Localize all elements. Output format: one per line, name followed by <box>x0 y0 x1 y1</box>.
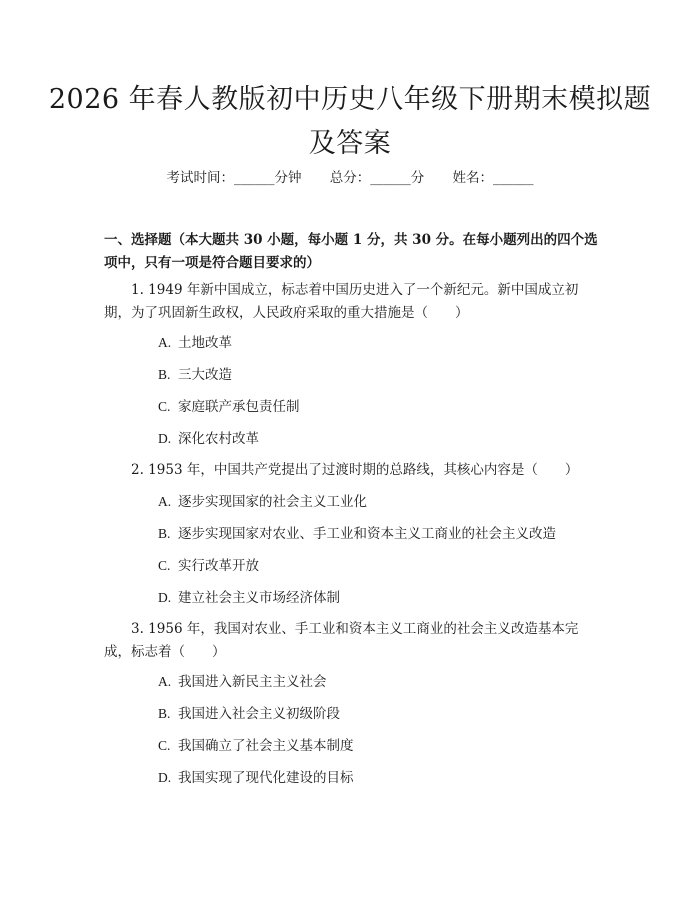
option-text: 逐步实现国家的社会主义工业化 <box>178 494 367 510</box>
option-letter: A. <box>158 674 172 689</box>
question-2-option-b <box>158 524 598 544</box>
option-letter: A. <box>158 335 172 350</box>
question-2-option-a <box>158 492 598 512</box>
option-text: 建立社会主义市场经济体制 <box>178 590 340 606</box>
option-letter: D. <box>158 431 172 446</box>
option-text: 逐步实现国家对农业、手工业和资本主义工商业的社会主义改造 <box>178 526 556 542</box>
question-1-option-c <box>158 397 598 417</box>
question-stem-2: 2. 1953 年，中国共产党提出了过渡时期的总路线，其核心内容是（ ） <box>131 462 579 478</box>
question-stem-3: 3. 1956 年，我国对农业、手工业和资本主义工商业的社会主义改造基本完成，标志着（ ） <box>104 621 579 660</box>
option-letter: C. <box>158 558 171 573</box>
option-letter: C. <box>158 738 171 753</box>
option-text: 实行改革开放 <box>178 558 259 574</box>
exam-name-field: 姓名：______ <box>452 170 534 186</box>
option-letter: D. <box>158 770 172 785</box>
option-text: 我国实现了现代化建设的目标 <box>178 770 354 786</box>
question-1-option-a <box>158 333 598 353</box>
question-1-option-d <box>158 429 598 449</box>
option-letter: B. <box>158 526 171 541</box>
question-1-option-b <box>158 365 598 385</box>
exam-score-field: 总分：______分 <box>329 170 425 186</box>
exam-title: 2026 年春人教版初中历史八年级下册期末模拟题及答案 <box>48 84 652 159</box>
option-text: 家庭联产承包责任制 <box>178 399 300 415</box>
question-stem-1: 1. 1949 年新中国成立，标志着中国历史进入了一个新纪元。新中国成立初期，为了巩固新生政权，人民政府采取的重大措施是（ ） <box>104 282 579 321</box>
option-text: 我国进入新民主主义社会 <box>178 674 327 690</box>
option-text: 我国确立了社会主义基本制度 <box>178 738 354 754</box>
option-letter: C. <box>158 399 171 414</box>
question-2-option-c <box>158 556 598 576</box>
option-text: 三大改造 <box>178 367 232 383</box>
option-letter: A. <box>158 494 172 509</box>
exam-time-field: 考试时间：______分钟 <box>166 170 302 186</box>
option-letter: D. <box>158 590 172 605</box>
question-2-option-d <box>158 588 598 608</box>
option-text: 深化农村改革 <box>178 431 259 447</box>
question-3-option-a <box>158 672 598 692</box>
question-3-option-b <box>158 704 598 724</box>
option-text: 土地改革 <box>178 335 232 351</box>
option-letter: B. <box>158 706 171 721</box>
question-3-option-c <box>158 736 598 756</box>
exam-info-line <box>0 168 700 188</box>
option-text: 我国进入社会主义初级阶段 <box>178 706 340 722</box>
question-3-option-d <box>158 768 598 788</box>
option-letter: B. <box>158 367 171 382</box>
section-heading: 一、选择题（本大题共 30 小题，每小题 1 分，共 30 分。在每小题列出的四个选项中，只有一项是符合题目要求的） <box>104 232 598 271</box>
